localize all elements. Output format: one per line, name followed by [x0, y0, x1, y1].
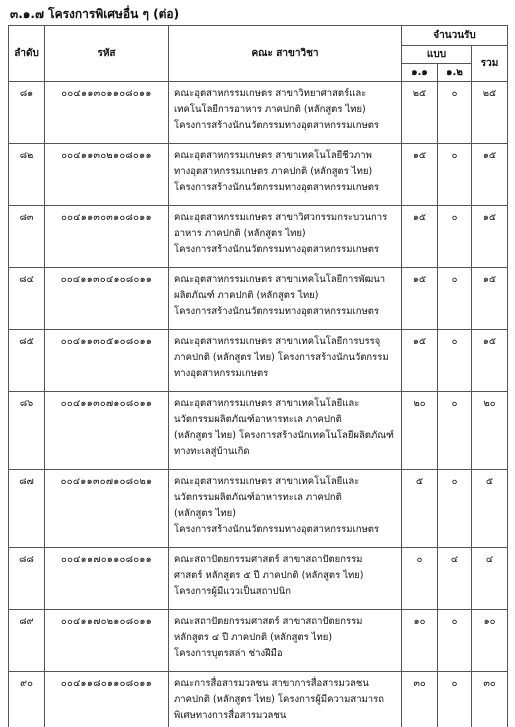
table-row	[9, 548, 508, 610]
table-row	[9, 144, 508, 206]
row-quota-total: ๑๕	[472, 268, 508, 330]
header-total: รวม	[472, 46, 508, 82]
row-quota-1-1: ๑๐	[402, 610, 438, 672]
table-row	[9, 82, 508, 144]
table-row	[9, 392, 508, 470]
row-quota-1-2: ๐	[438, 330, 472, 392]
header-type-1-2: ๑.๒	[438, 64, 472, 82]
row-number: ๘๘	[9, 548, 45, 610]
table-row	[9, 268, 508, 330]
row-code: ๐๐๔๑๑๗๐๒๑๐๘๐๑๑	[45, 610, 169, 672]
row-number: ๙๐	[9, 672, 45, 727]
row-code: ๐๐๔๑๑๗๐๑๑๐๘๐๑๑	[45, 548, 169, 610]
row-faculty-program: คณะสถาปัตยกรรมศาสตร์ สาขาสถาปัตยกรรม ศาสตร์ หลักสูตร ๕ ปี ภาคปกติ (หลักสูตร ไทย) โครงการผู้มีแววเป็นสถาปนิก	[169, 548, 402, 610]
table-body	[9, 82, 508, 727]
row-faculty-program: คณะอุตสาหกรรมเกษตร สาขาเทคโนโลยีและ นวัตกรรมผลิตภัณฑ์อาหารทะเล ภาคปกติ (หลักสูตร ไทย) โครงการสร้างนักเทคโนโลยีผลิตภัณฑ์ ทางทะเลสู่บ้านเกิด	[169, 392, 402, 470]
header-type-1-1: ๑.๑	[402, 64, 438, 82]
row-quota-1-1: ๕	[402, 470, 438, 548]
row-faculty-program: คณะอุตสาหกรรมเกษตร สาขาเทคโนโลยีชีวภาพ ทางอุตสาหกรรมเกษตร ภาคปกติ (หลักสูตร ไทย) โครงการสร้างนักนวัตกรรมทางอุตสาหกรรมเกษตร	[169, 144, 402, 206]
row-quota-1-1: ๑๕	[402, 144, 438, 206]
row-number: ๘๙	[9, 610, 45, 672]
header-type: แบบ	[402, 46, 472, 64]
row-quota-1-2: ๐	[438, 470, 472, 548]
row-quota-1-2: ๐	[438, 206, 472, 268]
row-code: ๐๐๔๑๑๓๐๓๑๐๘๐๑๑	[45, 206, 169, 268]
row-number: ๘๒	[9, 144, 45, 206]
row-faculty-program: คณะอุตสาหกรรมเกษตร สาขาเทคโนโลยีการบรรจุ ภาคปกติ (หลักสูตร ไทย) โครงการสร้างนักนวัตกรรม ทางอุตสาหกรรมเกษตร	[169, 330, 402, 392]
table-row	[9, 470, 508, 548]
row-quota-1-1: ๑๕	[402, 330, 438, 392]
row-number: ๘๔	[9, 268, 45, 330]
header-quota: จำนวนรับ	[402, 26, 508, 46]
row-number: ๘๕	[9, 330, 45, 392]
row-quota-1-2: ๐	[438, 144, 472, 206]
row-code: ๐๐๔๑๑๓๐๒๑๐๘๐๑๑	[45, 144, 169, 206]
row-number: ๘๗	[9, 470, 45, 548]
row-quota-1-2: ๐	[438, 82, 472, 144]
row-code: ๐๐๔๑๑๓๐๗๑๐๘๐๑๑	[45, 392, 169, 470]
row-quota-total: ๔	[472, 548, 508, 610]
row-faculty-program: คณะอุตสาหกรรมเกษตร สาขาวิศวกรรมกระบวนการ อาหาร ภาคปกติ (หลักสูตร ไทย) โครงการสร้างนักนวัตกรรมทางอุตสาหกรรมเกษตร	[169, 206, 402, 268]
row-quota-total: ๑๕	[472, 330, 508, 392]
row-faculty-program: คณะอุตสาหกรรมเกษตร สาขาเทคโนโลยีการพัฒนา ผลิตภัณฑ์ ภาคปกติ (หลักสูตร ไทย) โครงการสร้างนักนวัตกรรมทางอุตสาหกรรมเกษตร	[169, 268, 402, 330]
row-code: ๐๐๔๑๑๓๐๑๑๐๘๐๑๑	[45, 82, 169, 144]
row-code: ๐๐๔๑๑๓๐๕๑๐๘๐๑๑	[45, 330, 169, 392]
row-quota-1-2: ๐	[438, 392, 472, 470]
table-row	[9, 330, 508, 392]
header-no: ลำดับ	[9, 26, 45, 82]
row-faculty-program: คณะการสื่อสารมวลชน สาขาการสื่อสารมวลชน ภาคปกติ (หลักสูตร ไทย) โครงการผู้มีความสามารถ พิเศษทางการสื่อสารมวลชน	[169, 672, 402, 727]
row-quota-total: ๒๐	[472, 392, 508, 470]
admission-quota-table	[8, 25, 508, 727]
table-row	[9, 206, 508, 268]
row-number: ๘๑	[9, 82, 45, 144]
row-faculty-program: คณะอุตสาหกรรมเกษตร สาขาเทคโนโลยีและ นวัตกรรมผลิตภัณฑ์อาหารทะเล ภาคปกติ (หลักสูตร ไทย) โครงการสร้างนักนวัตกรรมทางอุตสาหกรรมเกษตร	[169, 470, 402, 548]
row-quota-total: ๑๐	[472, 610, 508, 672]
row-quota-1-1: ๑๕	[402, 268, 438, 330]
row-quota-1-1: ๒๐	[402, 392, 438, 470]
row-quota-total: ๕	[472, 470, 508, 548]
table-row	[9, 672, 508, 727]
row-number: ๘๓	[9, 206, 45, 268]
row-quota-total: ๑๕	[472, 144, 508, 206]
header-faculty: คณะ สาขาวิชา	[169, 26, 402, 82]
row-quota-total: ๑๕	[472, 206, 508, 268]
row-faculty-program: คณะสถาปัตยกรรมศาสตร์ สาขาสถาปัตยกรรม หลักสูตร ๔ ปี ภาคปกติ (หลักสูตร ไทย) โครงการบุตรสล่า ช่างฝีมือ	[169, 610, 402, 672]
row-quota-1-1: ๒๕	[402, 82, 438, 144]
row-quota-1-2: ๐	[438, 672, 472, 727]
row-quota-1-1: ๐	[402, 548, 438, 610]
row-quota-1-1: ๓๐	[402, 672, 438, 727]
row-quota-1-1: ๑๕	[402, 206, 438, 268]
row-quota-1-2: ๐	[438, 610, 472, 672]
row-code: ๐๐๔๑๑๓๐๗๑๐๘๐๒๑	[45, 470, 169, 548]
section-title: ๓.๑.๗ โครงการพิเศษอื่น ๆ (ต่อ)	[10, 7, 180, 21]
header-code: รหัส	[45, 26, 169, 82]
row-faculty-program: คณะอุตสาหกรรมเกษตร สาขาวิทยาศาสตร์และ เทคโนโลยีการอาหาร ภาคปกติ (หลักสูตร ไทย) โครงการสร้างนักนวัตกรรมทางอุตสาหกรรมเกษตร	[169, 82, 402, 144]
table-header	[9, 26, 508, 82]
row-quota-total: ๓๐	[472, 672, 508, 727]
row-quota-total: ๒๕	[472, 82, 508, 144]
row-quota-1-2: ๔	[438, 548, 472, 610]
row-number: ๘๖	[9, 392, 45, 470]
row-quota-1-2: ๐	[438, 268, 472, 330]
row-code: ๐๐๔๑๑๘๐๑๑๐๘๐๑๑	[45, 672, 169, 727]
row-code: ๐๐๔๑๑๓๐๔๑๐๘๐๑๑	[45, 268, 169, 330]
table-row	[9, 610, 508, 672]
